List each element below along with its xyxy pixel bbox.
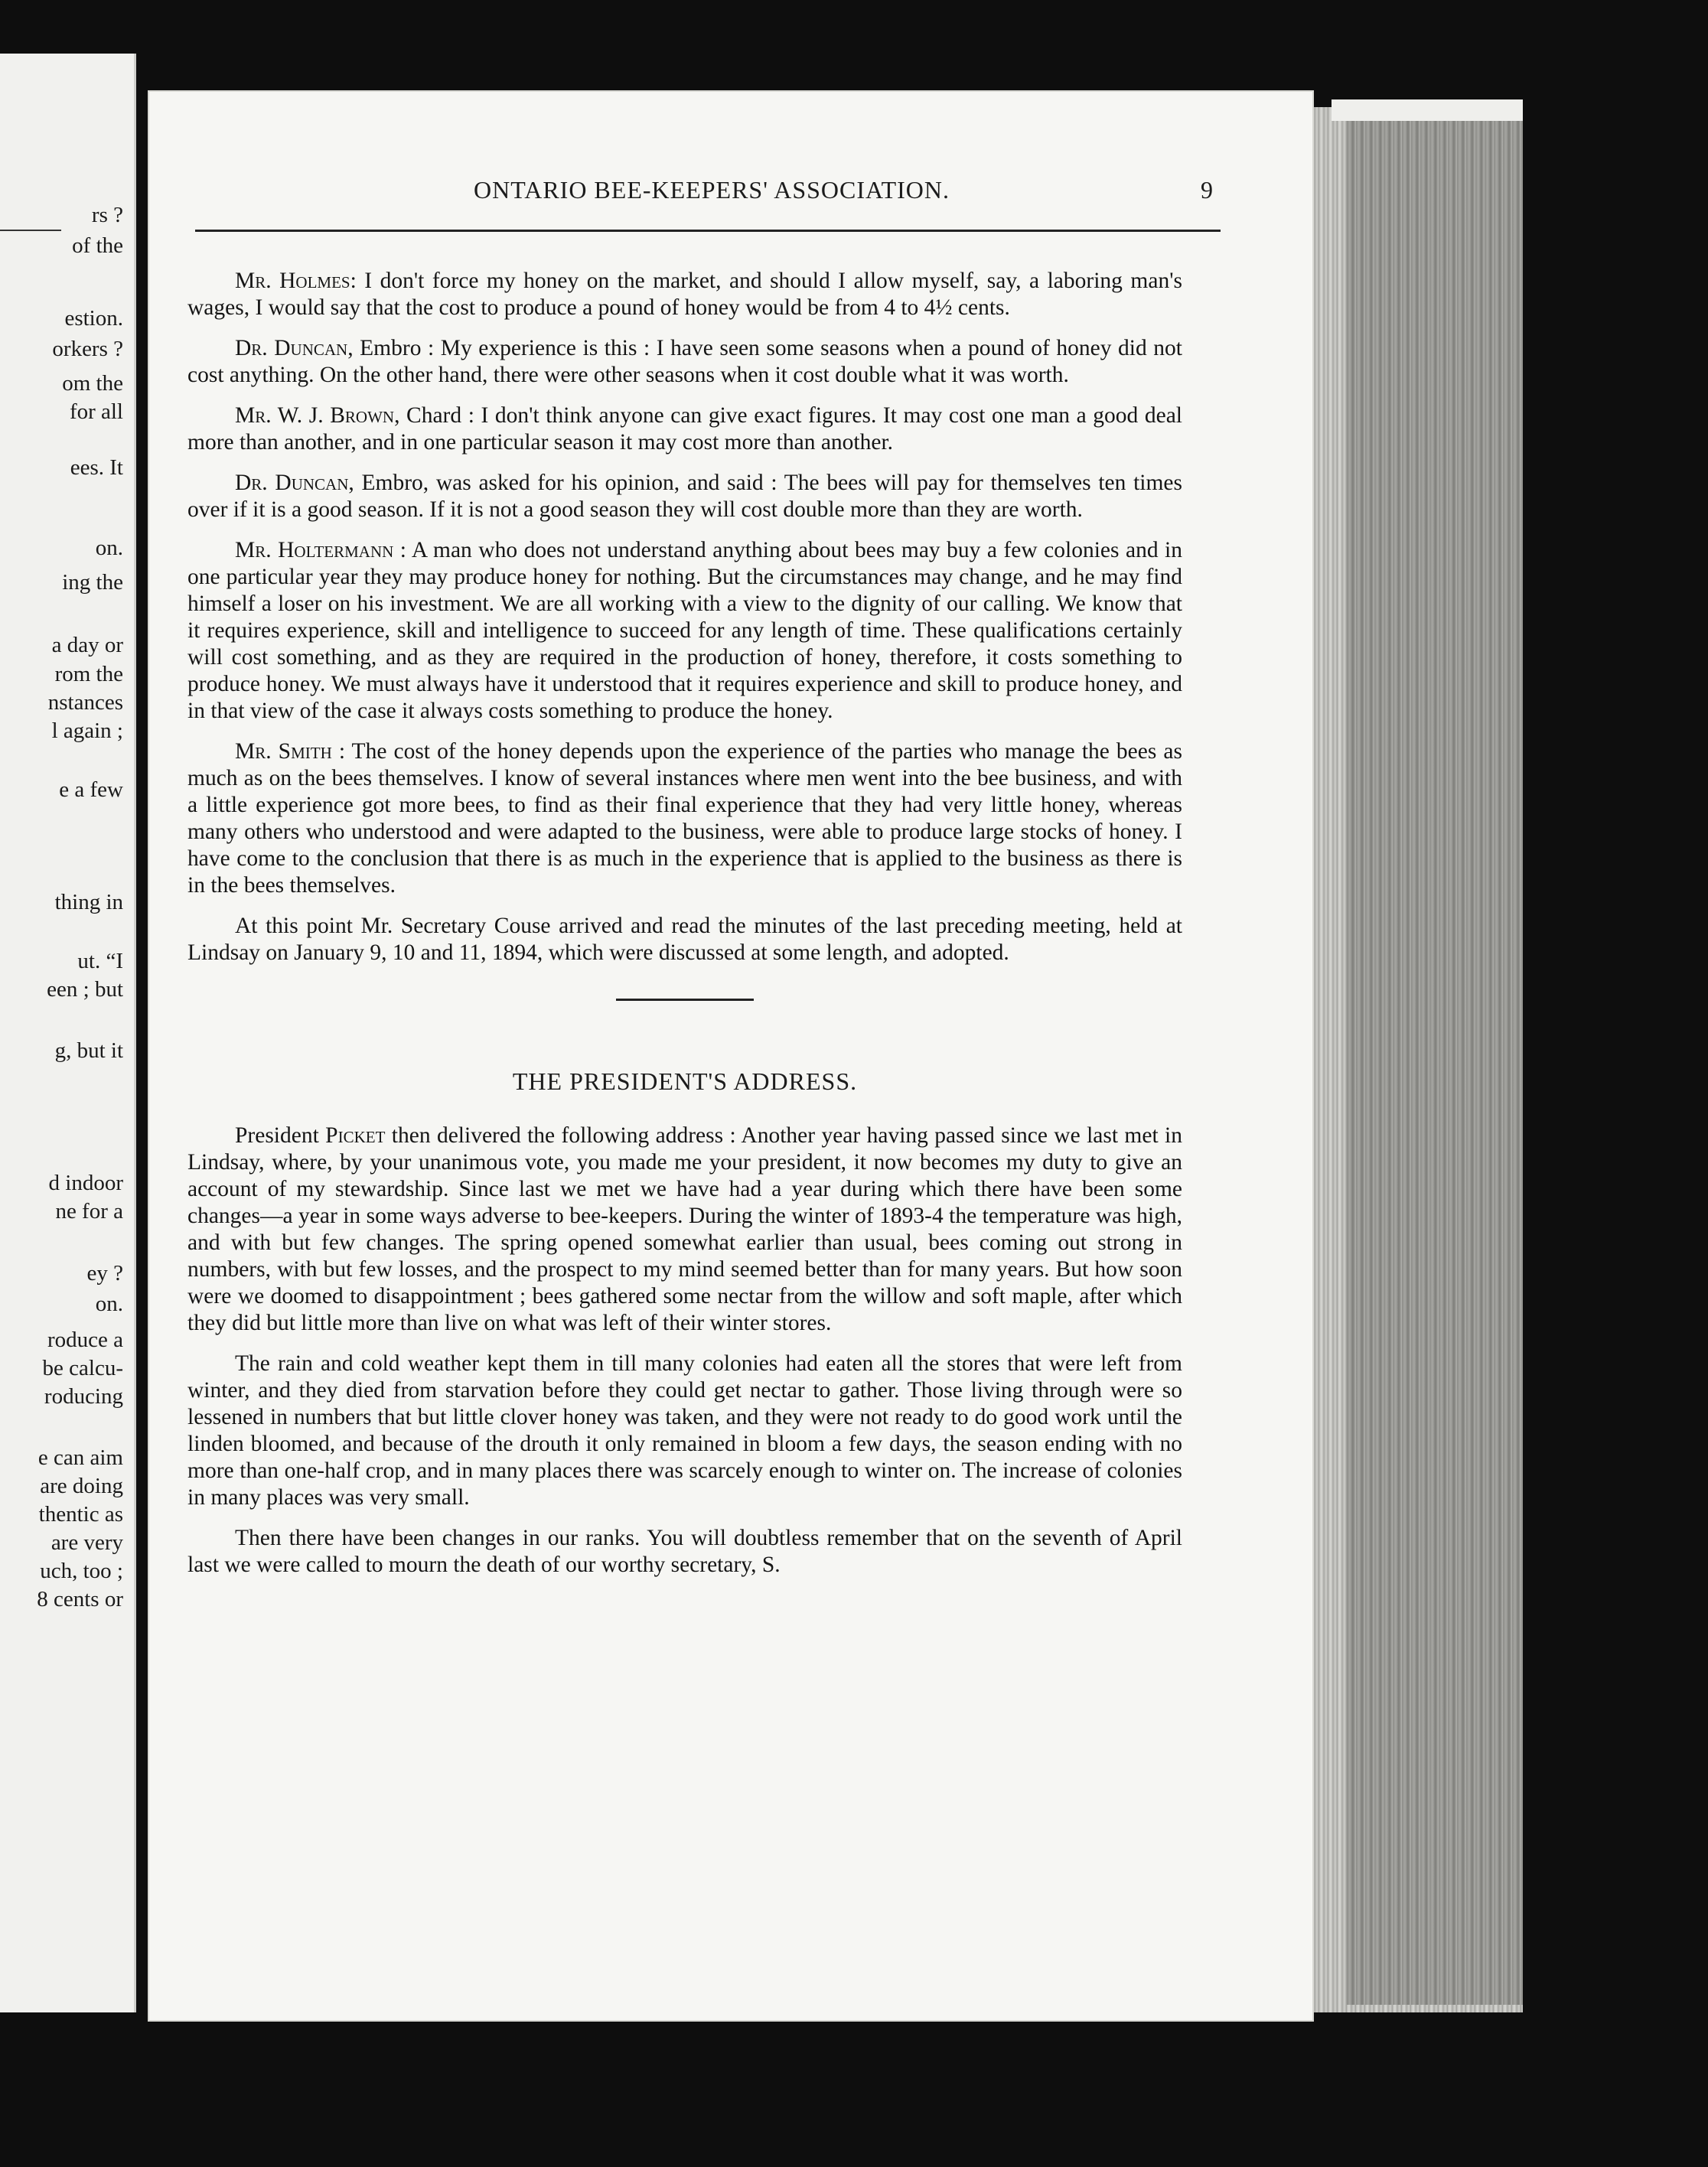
left-page-line: roduce a: [47, 1328, 123, 1352]
left-page-line: are very: [51, 1530, 123, 1555]
paragraph-text: , Embro, was asked for his opinion, and said : The bees will pay for themselves ten times over if it is a good season. If it is not a good season they will cost double more than they are worth.: [187, 471, 1182, 522]
speaker-name: Picket: [325, 1123, 386, 1148]
section-separator: [616, 999, 754, 1001]
left-page-rule: [0, 230, 61, 231]
paragraph: [187, 537, 1182, 725]
paragraph-text: At this point Mr. Secretary Couse arrived and read the minutes of the last preceding meeting, held at Lindsay on January 9, 10 and 11, 1894, which were discussed at some length, and adopted.: [187, 914, 1182, 965]
left-page-line: estion.: [64, 306, 123, 331]
page-number: 9: [1201, 176, 1213, 204]
page-header: [210, 176, 1213, 207]
paragraph-text: : The cost of the honey depends upon the experience of the parties who manage the bees as much as on the bees themselves. I know of several instances where men went into the bee business, and with a little experience got more bees, to find as their final experience that they had very little honey, whereas many others who understood and were adapted to the business, were able to produce large stocks of honey. I have come to the conclusion that there is as much in the experience that is applied to the business as there is in the bees themselves.: [187, 739, 1182, 898]
left-page-line: ut. “I: [77, 949, 123, 973]
paragraph-lead: President: [235, 1123, 326, 1148]
speaker-name: Mr. Holmes: [235, 269, 350, 293]
paragraph: [187, 913, 1182, 966]
speaker-name: Mr. Holtermann: [235, 538, 394, 562]
paragraph-text: , Embro : My experience is this : I have seen some seasons when a pound of honey did not cost anything. On the other hand, there were other seasons when it cost double what it was worth.: [187, 336, 1182, 387]
book-page-edges-shadow: [1347, 115, 1523, 2005]
paragraph-text: then delivered the following address : Another year having passed since we last met in Lindsay, where, by your unanimous vote, you made me your president, it now becomes my duty to give an account of my stewardship. Since last we met we have had a year during which there have been some changes—a year in some ways adverse to bee-keepers. During the winter of 1893-4 the temperature was high, and with but few changes. The spring opened somewhat earlier than usual, bees coming out strong in numbers, with but few losses, and the prospect to my mind seemed better than for many years. But how soon were we doomed to disappointment ; bees gathered some nectar from the willow and soft maple, after which they did but little more than live on what was left of their winter stores.: [187, 1123, 1182, 1335]
left-page-line: orkers ?: [52, 337, 123, 361]
left-page-line: of the: [72, 233, 123, 258]
paragraph-text: The rain and cold weather kept them in till many colonies had eaten all the stores that were left from winter, and they died from starvation before they could get nectar to gather. Those living through were so lessened in numbers that but little clover honey was taken, and they were not ready to do good work until the linden bloomed, and because of the drouth it only remained in bloom a few days, the season ending with no more than one-half crop, and in many places there was scarcely enough to winter on. The increase of colonies in many places was very small.: [187, 1351, 1182, 1510]
left-page-line: thentic as: [38, 1502, 123, 1527]
left-page-line: l again ;: [51, 719, 123, 743]
left-page-line: ees. It: [70, 455, 123, 480]
paragraph: [187, 402, 1182, 456]
left-page-line: een ; but: [47, 977, 123, 1002]
left-page-line: be calcu-: [42, 1356, 123, 1380]
paragraph: [187, 1351, 1182, 1511]
left-page-line: e a few: [59, 777, 123, 802]
left-page-line: ey ?: [86, 1261, 123, 1286]
left-page-line: 8 cents or: [37, 1587, 123, 1611]
main-page: [149, 92, 1312, 2020]
left-page-line: nstances: [47, 690, 123, 715]
left-page-line: roducing: [44, 1384, 123, 1409]
left-page-line: a day or: [51, 633, 123, 657]
speaker-name: Dr. Duncan: [235, 471, 349, 495]
left-page-fragment: [0, 54, 136, 2012]
paragraph-text: Then there have been changes in our ranks. You will doubtless remember that on the seventh of April last we were called to mourn the death of our worthy secretary, S.: [187, 1526, 1182, 1577]
left-page-line: ing the: [62, 570, 123, 595]
left-page-line: are doing: [40, 1474, 123, 1498]
left-page-line: on.: [95, 536, 123, 560]
paragraph: [187, 1525, 1182, 1579]
page-body: [187, 268, 1182, 1592]
speaker-name: Mr. Smith: [235, 739, 332, 764]
paragraph: [187, 1123, 1182, 1337]
header-rule: [195, 230, 1221, 232]
paragraph-text: : I don't force my honey on the market, and should I allow myself, say, a laboring man's wages, I would say that the cost to produce a pound of honey would be from 4 to 4½ cents.: [187, 269, 1183, 320]
section-title: THE PRESIDENT'S ADDRESS.: [512, 1067, 858, 1095]
left-page-line: ne for a: [55, 1199, 123, 1224]
paragraph: [187, 738, 1182, 899]
book-page-edges-top: [1332, 99, 1523, 121]
left-page-line: on.: [95, 1292, 123, 1316]
speaker-name: Mr. W. J. Brown: [235, 403, 395, 428]
running-head: ONTARIO BEE-KEEPERS' ASSOCIATION.: [474, 176, 950, 204]
paragraph-text: , Chard : I don't think anyone can give exact figures. It may cost one man a good deal more than another, and in one particular season it may cost more than another.: [187, 403, 1182, 455]
left-page-line: thing in: [54, 890, 123, 914]
paragraph: [187, 268, 1182, 321]
paragraph-text: : A man who does not understand anything about bees may buy a few colonies and in one particular year they may produce honey for nothing. But the circumstances may change, and he may find himself a loser on his investment. We are all working with a view to the dignity of our calling. We know that it requires experience, skill and intelligence to succeed for any length of time. These qualifications certainly will cost something, and as they are required in the production of honey, therefore, it costs something to produce honey. We must always have it understood that it requires experience and skill to produce honey, and in that view of the case it always costs something to produce the honey.: [187, 538, 1183, 723]
left-page-line: g, but it: [54, 1038, 123, 1063]
left-page-line: d indoor: [48, 1171, 123, 1195]
left-page-line: om the: [62, 371, 123, 396]
speaker-name: Dr. Duncan: [235, 336, 348, 360]
left-page-line: e can aim: [37, 1445, 123, 1470]
left-page-line: uch, too ;: [40, 1559, 123, 1583]
left-page-line: rom the: [54, 662, 123, 686]
paragraph: [187, 335, 1182, 389]
left-page-line: for all: [69, 399, 123, 424]
paragraph: [187, 470, 1182, 523]
left-page-line: rs ?: [91, 203, 123, 227]
